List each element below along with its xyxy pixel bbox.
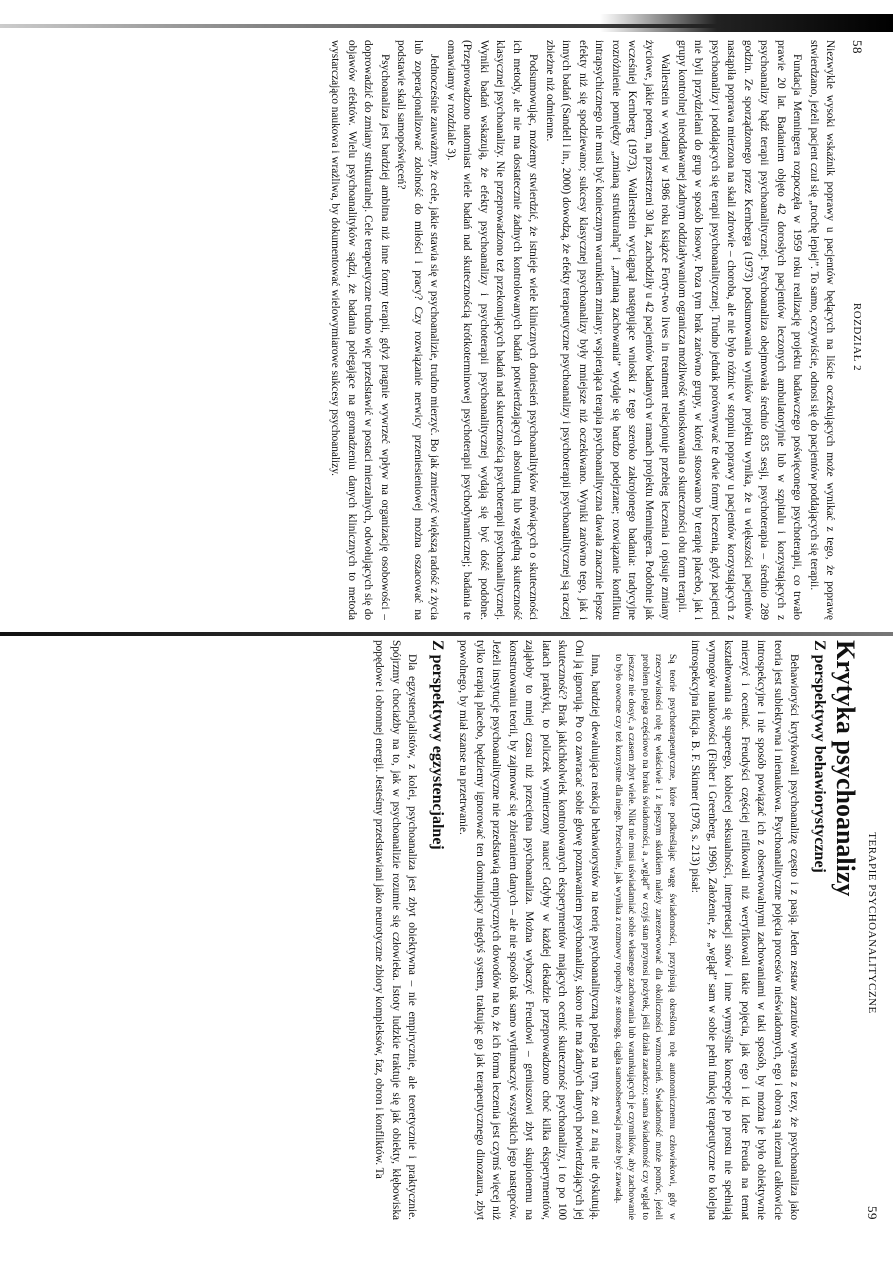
page-59-content (30, 640, 880, 1220)
paragraph: Niezwykle wysoki wskaźnik poprawy u pacjentów będących na liście oczekujących może wynikać z tego, że poprawę stwierdzano, jeżeli pacjent czuł się „trochę lepiej”. To samo, oczywiście, odnosi się do pacjentów poddających się terapii. (808, 40, 837, 620)
running-header (864, 640, 881, 1220)
paragraph: Behawioryści krytykowali psychoanalizę często i z pasją. Jeden zestaw zarzutów wyrasta z tezy, że psychoanaliza jako teoria jest subiektywna i nienaukowa. Psychoanalityczne pojęcia procesów nieświadomych, ego i obron są niezmal całkowicie introspekcyjne i nie sposób powiązać ich z obserwowalnymi zachowaniami w taki sposób, by można je było obiektywnie mierzyć i oceniać. Freudyści częściej reifikowali niż weryfikowali takie pojęcia, jak ego i id. Idee Freuda na temat kształtowania się superego, kobiecej seksualności, interpretacji snów i inne wymyślne koncepcje po prostu nie spełniają wymogów naukowości (Fisher i Greenberg, 1996). Założenie, że „wgląd” sam w sobie pełni funkcję terapeutyczne to kolejna introspekcyjna fikcja. B. F. Skinner (1978, s. 213) pisał: (689, 640, 801, 1220)
subsection-heading: Z perspektywy behawiorystycznej (811, 640, 828, 873)
paragraph: Dla egzystencjalistów, z kolei, psychoanaliza jest zbyt obiektywna – nie empirycznie, ale teoretycznie i praktycznie. Spójrzmy chociażby na to, jak w psychoanalizie rozumie się człowieka. Istoty ludzkie traktuje się jak obiekty, kłębowiska popędowe i obronnej energii. Jesteśmy przedstawiani jako neurotyczne zbiory kompleksów, faz, obron i konfliktów. Ta (373, 640, 419, 1220)
scan-streak (600, 14, 893, 32)
scan-streak (0, 632, 893, 636)
running-head: ROZDZIAŁ 2 (851, 302, 863, 372)
paragraph: Jednocześnie zauważmy, że cele, jakie stawia się w psychoanalizie, trudno mierzyć. Bo jak zmierzyć większą radość z życia lub zoperacjonalizować zdolność do miłości i pracy? Czy rozwiązanie nerwicy przeniesieniowej można oszacować na podstawie skali samopoświęceń? (395, 40, 441, 620)
chapter-section-title: Krytyka psychoanalizy (831, 640, 861, 897)
running-head: TERAPIE PSYCHOANALITYCZNE (866, 832, 878, 1014)
paragraph: Podsumowując, możemy stwierdzić, że istnieje wiele klinicznych doniesień psychoanalityków mówiących o skuteczności ich metody, ale nie ma dostatecznie żadnych kontrolowanych badań potwierdzających absolutną lub względną skuteczność klasycznej psychoanalizy. Nie przeprowadzono też przekonujących badań nad skutecznością psychoterapii psychoanalitycznej. Wyniki badań wskazują, że efekty psychoanalizy i psychoterapii psychoanalitycznej wydają się być dość podobne. (Przeprowadzono natomiast wiele badań nad skutecznością krótkoterminowej psychoterapii psychodynamicznej; badania te omawiamy w rozdziale 3). (445, 40, 540, 620)
running-header (849, 40, 866, 620)
book-page-58 (75, 40, 865, 620)
page-58-content (75, 40, 865, 620)
paragraph: Wallerstein w wydanej w 1986 roku książce Forty-two lives in treatment relacjonuje przebieg leczenia i opisuje zmiany życiowe, jakie potem, na przestrzeni 30 lat, zachodziły u 42 pacjentów badanych w ramach projektu Menningera. Podobnie jak wcześniej Kernberg (1973), Wallerstein wyciągnął następujące wnioski z tego szeroko zakrojonego badania: tradycyjne rozróżnienie pomiędzy „zmianą strukturalną” i „zmianą zachowania” wydaje się bardzo podejrzane; rozwiązanie konfliktu intrapsychicznego nie musi być koniecznym warunkiem zmiany; wspierająca terapia psychoanalityczna dawała znacznie lepsze efekty niż się spodziewano; sukcesy klasycznej psychoanalizy były mniejsze niż oczekiwano. Wyniki zarówno tego, jak i innych badań (Sandell i in., 2000) dowodzą, że efekty terapeutyczne psychoanalizy i psychoterapii psychoanalitycznej są raczej zbieżne niż odmienne. (544, 40, 672, 620)
paragraph: Inna, bardziej dewaluująca reakcja behawiorystów na teorię psychoanalityczną polega na tym, że oni z nią nie dyskutują. Oni ją ignorują. Po co zawracać sobie głowę poznawaniem psychoanalizy, skoro nie ma żadnych danych potwierdzających jej skuteczność? Brak jakichkolwiek kontrolowanych eksperymentów mających ocenić skuteczność psychoanalizy, i to po 100 latach praktyki, to policzek wymierzony nauce! Gdyby w każdej dekadzie przeprowadzono choć kilka eksperymentów, zająłoby to mniej czasu niż przeciętna psychoanaliza. Można wybaczyć Freudowi – geniuszowi zbyt skupionemu na konstruowaniu teorii, by zajmować się zbieraniem danych – ale nie sposób tak samo wytłumaczyć wszystkich jego następców. Jeżeli instytucje psychoanalityczne nie przedstawią empirycznych dowodów na to, że ich forma leczenia jest czymś więcej niż tylko terapią placebo, będziemy ignorować ten dominujący niegdyś system, traktując go jak terapeutycznego dinozaura, zbyt powolnego, by miał szanse na przetrwanie. (457, 640, 602, 1220)
paragraph: Fundacja Menningera rozpoczęła w 1959 roku realizację projektu badawczego poświęconego psychoterapii, co trwało prawie 20 lat. Badaniem objęto 42 dorosłych pacjentów leczonych ambulatoryjnie lub w szpitalu i korzystających z psychoanalizy bądź terapii psychoanalitycznej. Psychoanaliza obejmowała średnio 835 sesji, psychoterapia – średnio 289 godzin. Ze sporządzonego przez Kernberga (1973) podsumowania wyników projektu wynika, że u większości pacjentów nastąpiła poprawa mierzona na skali zdrowie – choroba, ale nie było różnic w stopniu poprawy u pacjentów korzystających z psychoanalizy i poddających się terapii psychoanalitycznej. Trudno jednak porównywać te dwie formy leczenia, gdyż pacjenci nie byli przydzielani do grup w sposób losowy. Poza tym brak zarówno grupy, w której stosowano by terapię placebo, jak i grupy kontrolnej nieoddawanej żadnym oddziaływaniom ogranicza możliwość wnioskowania o skuteczności obu form terapii. (676, 40, 804, 620)
paragraph: Psychoanaliza jest bardziej ambitna niż inne formy terapii, gdyż pragnie wywrzeć wpływ na organizację osobowości – doprowadzić do zmiany strukturalnej. Cele terapeutyczne trudno więc przedstawić w postaci mierzalnych, odwołujących się do objawów efektów. Wielu psychoanalityków sądzi, że badania polegające na gromadzeniu danych klinicznych to metoda wystarczająco naukowa i wrażliwa, by dokumentować wielowymiarowe sukcesy psychoanalizy. (329, 40, 391, 620)
block-quote: Są teorie psychoterapeutyczne, które podkreślając wagę świadomości, przypisują określoną rolę autonomicznemu człowiekowi, gdy w rzeczywistości rolę tę właściwie i z lepszym skutkiem należy zarezerwować dla okoliczności wzmocnień. Świadomość może pomóc, jeżeli problem polega częściowo na braku świadomości, a „wgląd” w czyjś stan przynosi pożytek, jeśli działa zaradczo; sama świadomość czy wgląd to jeszcze nie dosyć, a czasem zbyt wiele. Nikt nie musi uświadamiać sobie własnego zachowania lub warunkujących je czynników, aby zachowanie to było owocne czy też korzystne dla niego. Przeciwnie, jak wynika z rozmowy ropuchy ze stonogą, ciągła samoobserwacja może być zawadą. (613, 654, 678, 1220)
book-page-59 (30, 640, 880, 1220)
subsection-heading: Z perspektywy egzystencjalnej (429, 640, 446, 850)
page-number: 58 (850, 40, 865, 54)
page-number: 59 (865, 1205, 880, 1220)
